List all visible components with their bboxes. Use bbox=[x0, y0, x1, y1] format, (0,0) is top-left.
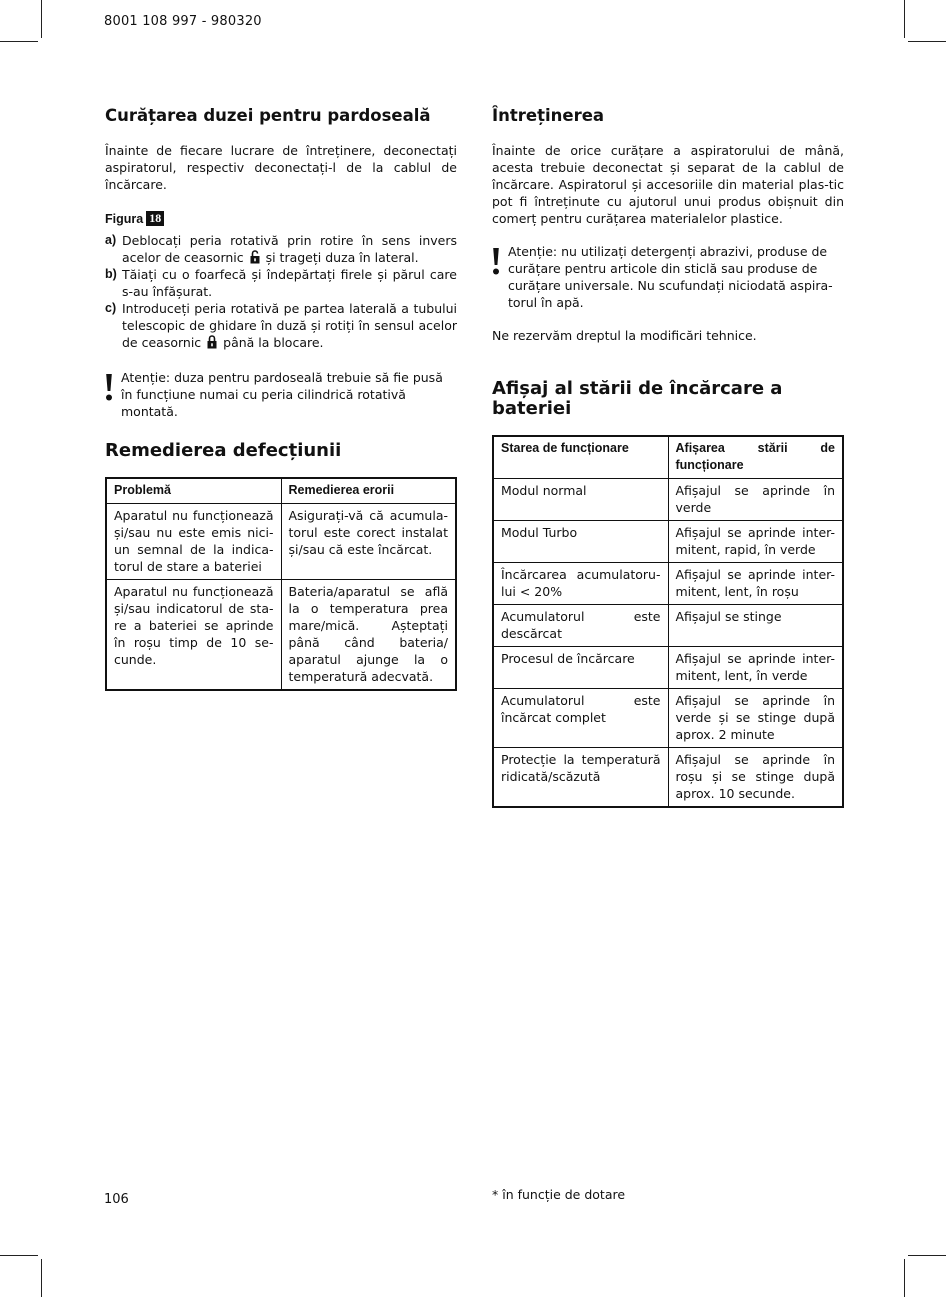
maintenance-intro: Înainte de orice curățare a aspiratorului de mână, acesta trebuie deconectat și separat de la cablul de încărcare. Aspiratorul și accesoriile din material plas-tic pot fi întreținute cu ajutorul unui produs obișnuit din comerț pentru curățarea materialelor plastice. bbox=[492, 143, 844, 226]
table-row bbox=[493, 689, 843, 748]
column-header: Starea de funcționare bbox=[493, 436, 668, 479]
table-cell: Asigurați-vă că acumula-torul este corect instalat și/sau că este încărcat. bbox=[281, 504, 456, 580]
table-row bbox=[493, 605, 843, 647]
table-cell: Afișajul se aprinde în verde și se stinge după aprox. 2 minute bbox=[668, 689, 843, 748]
troubleshooting-table bbox=[105, 477, 457, 691]
table-row bbox=[493, 647, 843, 689]
list-item bbox=[105, 232, 457, 266]
table-cell: Încărcarea acumulatoru-lui < 20% bbox=[493, 563, 668, 605]
document-code: 8001 108 997 - 980320 bbox=[104, 14, 262, 29]
step-text: Tăiați cu o foarfecă și îndepărtați firele și părul care s-au înfășurat. bbox=[122, 267, 457, 299]
table-cell: Acumulatorul este descărcat bbox=[493, 605, 668, 647]
list-item bbox=[105, 266, 457, 300]
warning-icon bbox=[105, 372, 113, 402]
table-row bbox=[493, 479, 843, 521]
table-cell: Procesul de încărcare bbox=[493, 647, 668, 689]
table-cell: Protecție la temperatură ridicată/scăzută bbox=[493, 748, 668, 808]
warning-text: Atenție: duza pentru pardoseală trebuie să fie pusă în funcțiune numai cu peria cilindrică rotativă montată. bbox=[121, 370, 443, 419]
table-row bbox=[493, 748, 843, 808]
table-cell: Modul Turbo bbox=[493, 521, 668, 563]
crop-mark bbox=[908, 1255, 946, 1256]
battery-status-table bbox=[492, 435, 844, 808]
figure-label: Figura bbox=[105, 211, 144, 226]
table-cell: Aparatul nu funcționează și/sau nu este emis nici-un semnal de la indica-torul de stare a bateriei bbox=[106, 504, 281, 580]
warning-text: Atenție: nu utilizați detergenți abrazivi, produse de curățare pentru articole din sticlă sau produse de curățare universale. Nu scufundați niciodată aspira-torul în apă. bbox=[508, 244, 833, 310]
cleaning-intro: Înainte de fiecare lucrare de întreținere, deconectați aspiratorul, respectiv deconectați-l de la cablul de încărcare. bbox=[105, 143, 457, 192]
crop-mark bbox=[0, 1255, 38, 1256]
page-number: 106 bbox=[104, 1192, 129, 1207]
cleaning-title: Curățarea duzei pentru pardoseală bbox=[105, 106, 431, 125]
cleaning-warning bbox=[105, 369, 457, 420]
maintenance-warning bbox=[492, 243, 844, 311]
table-cell: Afișajul se aprinde inter-mitent, lent, în roșu bbox=[668, 563, 843, 605]
table-row bbox=[106, 504, 456, 580]
technical-changes-note: Ne rezervăm dreptul la modificări tehnice. bbox=[492, 328, 757, 343]
figure-number-badge: 18 bbox=[146, 211, 164, 226]
step-marker: c) bbox=[105, 301, 117, 315]
table-row bbox=[493, 521, 843, 563]
table-cell: Afișajul se stinge bbox=[668, 605, 843, 647]
table-cell: Bateria/aparatul se află la o temperatura prea mare/mică. Așteptați până când bateria/ aparatul ajunge la o temperatură adecvată. bbox=[281, 580, 456, 691]
battery-title: Afișaj al stării de încărcare a bateriei bbox=[492, 378, 783, 419]
table-row bbox=[106, 580, 456, 691]
column-header: Problemă bbox=[106, 478, 281, 504]
step-text: Deblocați peria rotativă prin rotire în sens invers acelor de ceasornic bbox=[122, 233, 457, 265]
warning-icon bbox=[492, 246, 500, 276]
table-cell: Afișajul se aprinde inter-mitent, lent, în verde bbox=[668, 647, 843, 689]
step-text: Introduceți peria rotativă pe partea laterală a tubului telescopic de ghidare în duză și rotiți în sensul acelor de ceasornic bbox=[122, 301, 457, 350]
locked-padlock-icon bbox=[207, 335, 217, 349]
step-text: și trageți duza în lateral. bbox=[265, 250, 419, 265]
table-cell: Aparatul nu funcționează și/sau indicatorul de sta-re a bateriei se aprinde în roșu timp de 10 se-cunde. bbox=[106, 580, 281, 691]
maintenance-title: Întreținerea bbox=[492, 106, 605, 125]
troubleshooting-title: Remedierea defecțiunii bbox=[105, 440, 342, 461]
column-header: Remedierea erorii bbox=[281, 478, 456, 504]
right-column bbox=[492, 106, 844, 808]
table-cell: Modul normal bbox=[493, 479, 668, 521]
step-marker: a) bbox=[105, 233, 117, 247]
crop-mark bbox=[904, 0, 905, 38]
table-row bbox=[493, 563, 843, 605]
table-header-row bbox=[493, 436, 843, 479]
left-column bbox=[105, 106, 457, 691]
table-cell: Afișajul se aprinde inter-mitent, rapid, în verde bbox=[668, 521, 843, 563]
table-cell: Afișajul se aprinde în verde bbox=[668, 479, 843, 521]
table-cell: Afișajul se aprinde în roșu și se stinge după aprox. 10 secunde. bbox=[668, 748, 843, 808]
crop-mark bbox=[908, 41, 946, 42]
column-header: Afișarea stării de funcționare bbox=[668, 436, 843, 479]
crop-mark bbox=[41, 1259, 42, 1297]
crop-mark bbox=[41, 0, 42, 38]
unlocked-padlock-icon bbox=[250, 250, 260, 264]
list-item bbox=[105, 300, 457, 351]
cleaning-steps bbox=[105, 232, 457, 351]
crop-mark bbox=[0, 41, 38, 42]
step-marker: b) bbox=[105, 267, 117, 281]
footnote: * în funcție de dotare bbox=[492, 1187, 626, 1202]
figure-reference bbox=[105, 211, 457, 226]
step-text: până la blocare. bbox=[223, 335, 324, 350]
crop-mark bbox=[904, 1259, 905, 1297]
table-cell: Acumulatorul este încărcat complet bbox=[493, 689, 668, 748]
table-header-row bbox=[106, 478, 456, 504]
